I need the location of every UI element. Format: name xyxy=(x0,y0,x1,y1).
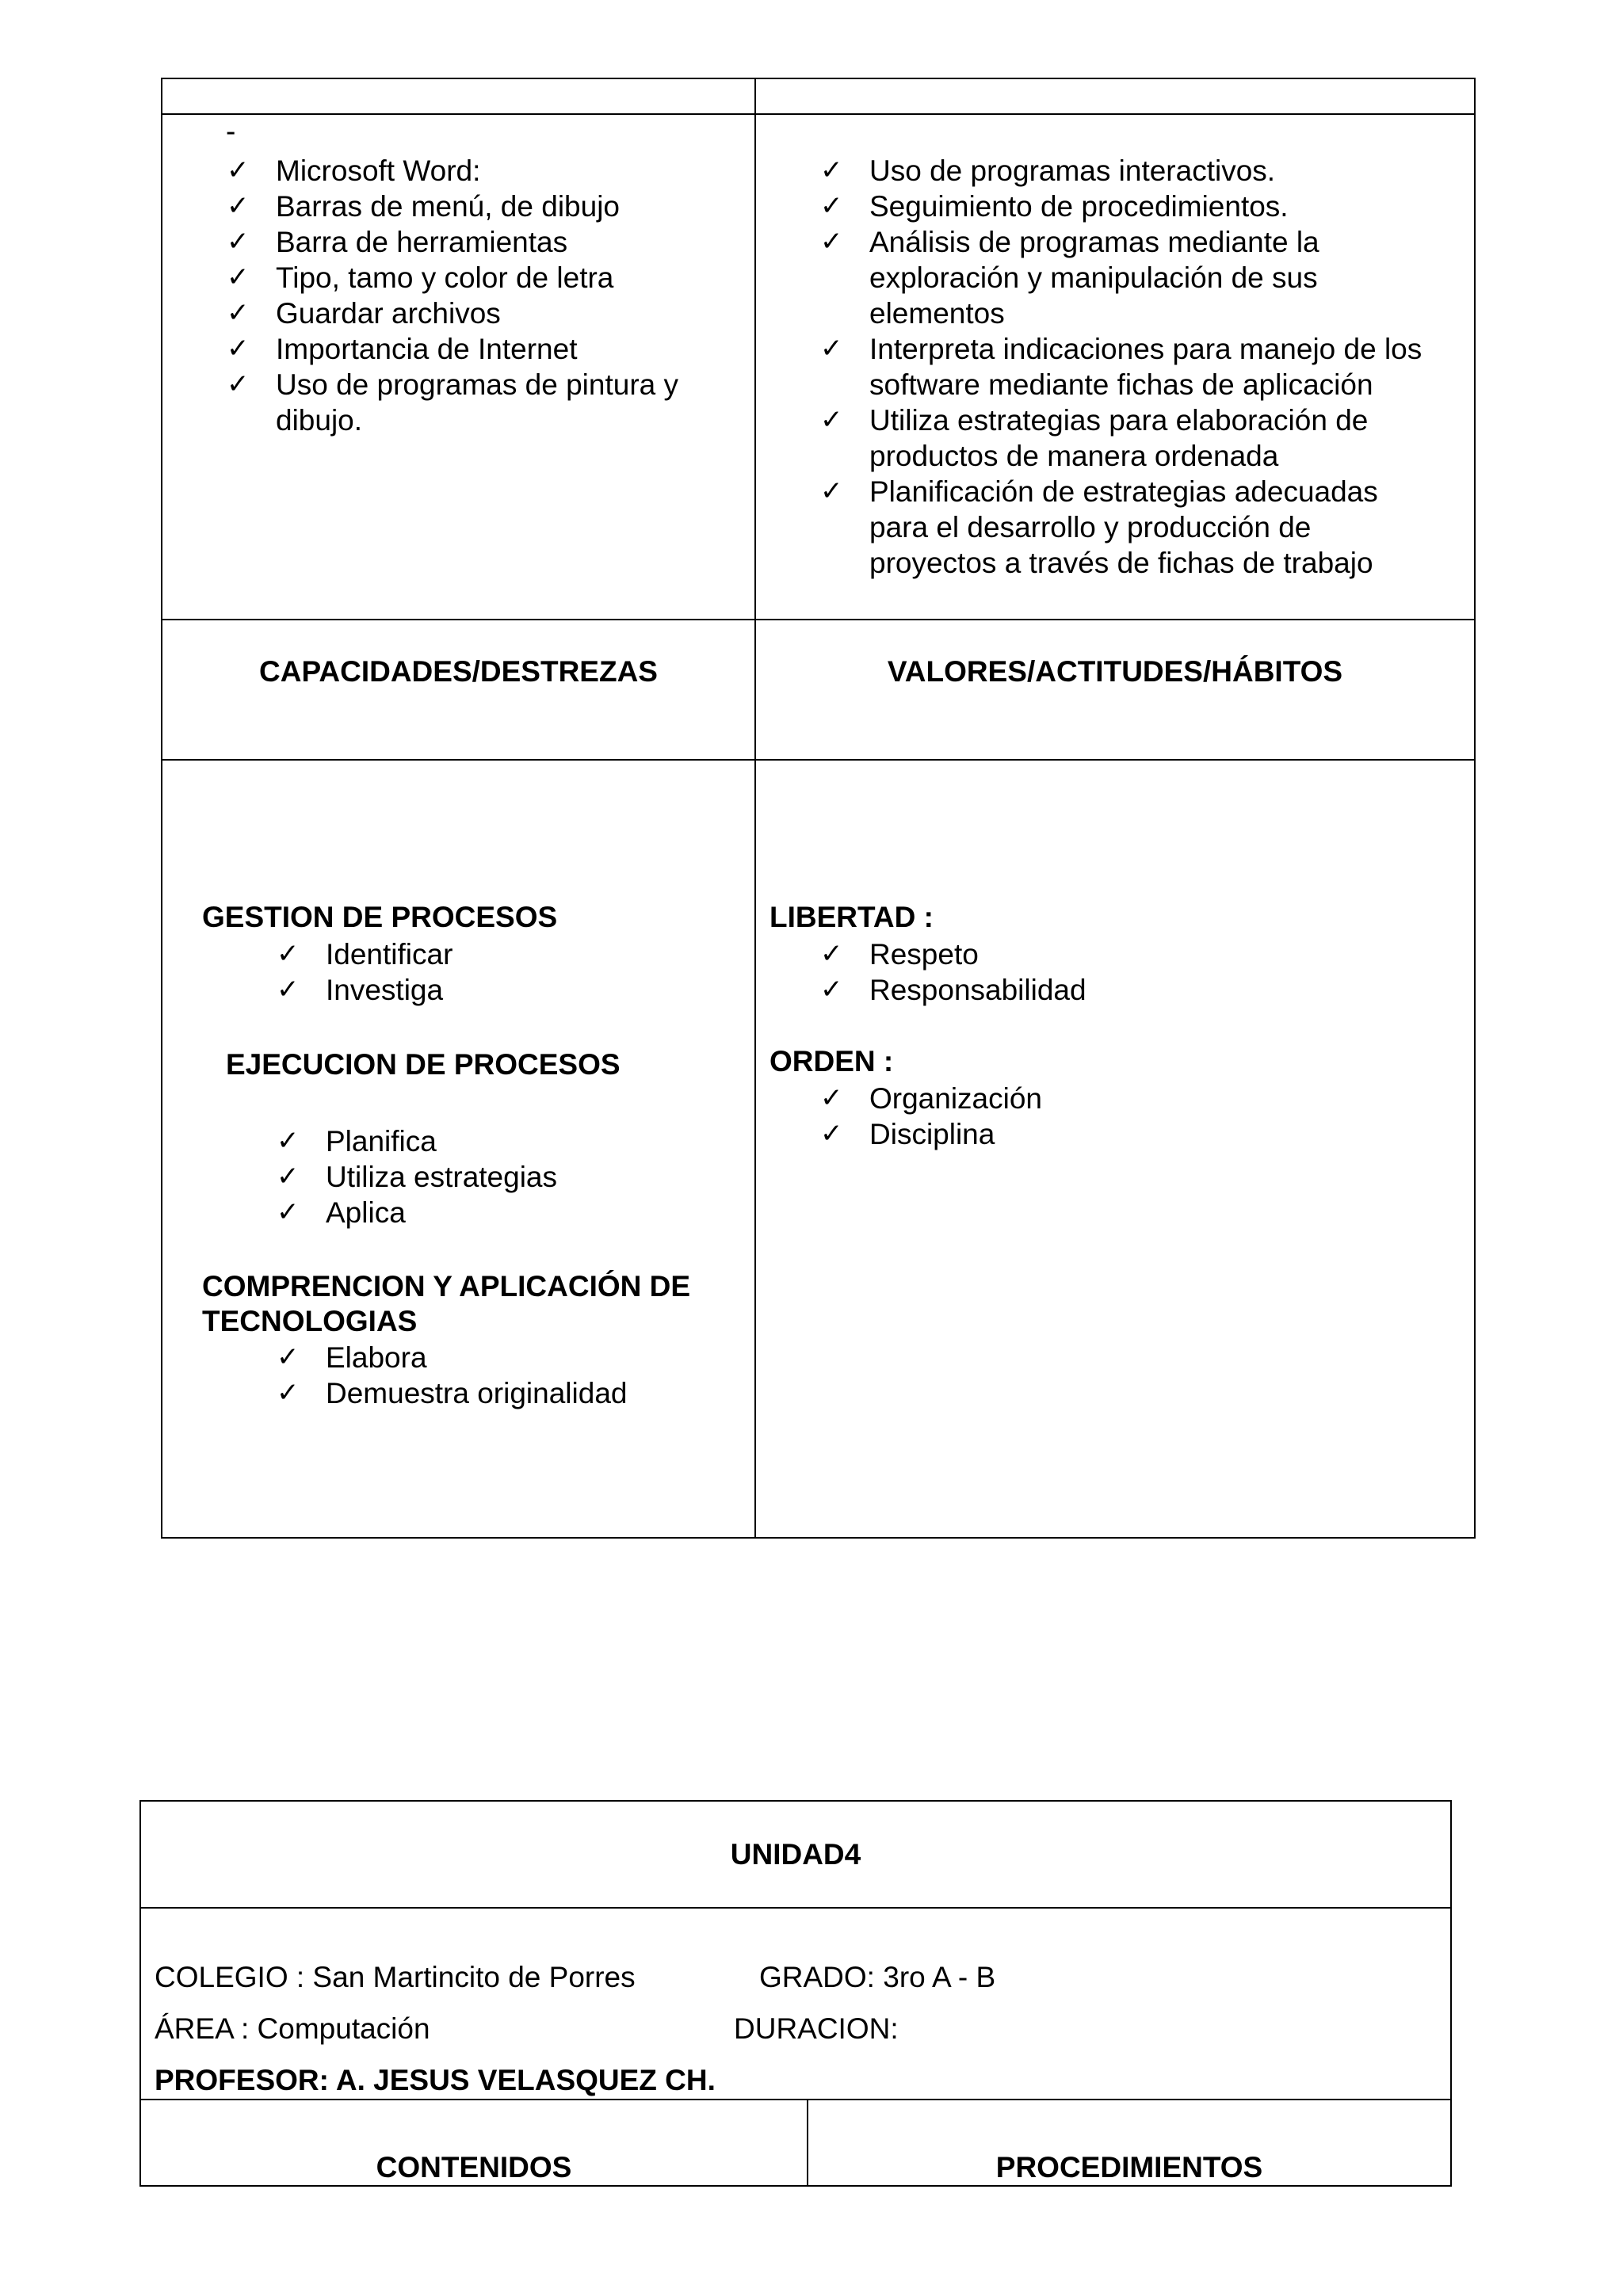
capacity-group-title: GESTION DE PROCESOS xyxy=(202,901,558,933)
list-item-text: Utiliza estrategias para elaboración de xyxy=(869,404,1369,437)
list-item xyxy=(227,367,734,438)
area-field: ÁREA : Computación xyxy=(155,2012,430,2045)
checkmark-icon: ✓ xyxy=(820,1118,843,1150)
checkmark-icon: ✓ xyxy=(277,1161,300,1192)
values-header: VALORES/ACTITUDES/HÁBITOS xyxy=(887,655,1343,688)
list-item xyxy=(820,224,1470,331)
table-border-top xyxy=(139,1800,1452,1802)
list-item xyxy=(820,331,1470,402)
list-item xyxy=(277,972,453,1008)
capacity-group-checklist xyxy=(277,936,453,1008)
list-item xyxy=(820,402,1470,474)
list-item xyxy=(820,1116,1042,1152)
list-item xyxy=(277,1340,627,1375)
table-border-left xyxy=(161,78,162,1539)
checkmark-icon: ✓ xyxy=(227,154,250,186)
list-item-text: Elabora xyxy=(326,1341,427,1374)
list-item-text: Investiga xyxy=(326,974,444,1006)
checkmark-icon: ✓ xyxy=(820,938,843,970)
capacities-header: CAPACIDADES/DESTREZAS xyxy=(259,655,658,688)
checkmark-icon: ✓ xyxy=(820,1082,843,1114)
list-item-text: Interpreta indicaciones para manejo de los xyxy=(869,333,1423,365)
checkmark-icon: ✓ xyxy=(820,154,843,186)
checkmark-icon: ✓ xyxy=(227,297,250,329)
procedures-header: PROCEDIMIENTOS xyxy=(995,2151,1263,2183)
list-item xyxy=(227,296,734,331)
list-item xyxy=(277,936,453,972)
list-item-text: Utiliza estrategias xyxy=(326,1161,558,1193)
checkmark-icon: ✓ xyxy=(820,190,843,222)
list-item-text: Importancia de Internet xyxy=(276,333,578,365)
list-item-text: proyectos a través de fichas de trabajo xyxy=(869,547,1373,579)
list-item-text: Planifica xyxy=(326,1125,437,1158)
list-item xyxy=(227,153,734,189)
table-row-divider xyxy=(139,1907,1452,1909)
value-group-checklist xyxy=(820,1081,1042,1152)
list-item xyxy=(277,1195,557,1230)
contents-header: CONTENIDOS xyxy=(376,2151,572,2183)
capacity-group-checklist xyxy=(277,1340,627,1411)
list-item xyxy=(820,1081,1042,1116)
list-item-text: Identificar xyxy=(326,938,453,971)
checkmark-icon: ✓ xyxy=(227,368,250,400)
list-item-text: Planificación de estrategias adecuadas xyxy=(869,475,1378,508)
list-item-text: Respeto xyxy=(869,938,979,971)
list-item-text: Aplica xyxy=(326,1196,406,1229)
duration-field: DURACION: xyxy=(734,2012,899,2045)
checkmark-icon: ✓ xyxy=(277,974,300,1005)
list-item xyxy=(277,1375,627,1411)
list-item-text: Barra de herramientas xyxy=(276,226,568,258)
list-item xyxy=(227,331,734,367)
checkmark-icon: ✓ xyxy=(227,190,250,222)
table-row-divider xyxy=(139,2099,1452,2100)
list-item-text: Seguimiento de procedimientos. xyxy=(869,190,1289,223)
list-item-text: Responsabilidad xyxy=(869,974,1086,1006)
list-item-text: Uso de programas de pintura y xyxy=(276,368,678,401)
list-item-text: productos de manera ordenada xyxy=(869,440,1279,472)
list-item xyxy=(820,474,1470,581)
contents-checklist xyxy=(227,153,734,438)
list-item xyxy=(277,1159,557,1195)
list-item xyxy=(277,1123,557,1159)
list-item-text: elementos xyxy=(869,297,1005,330)
list-item-text: Barras de menú, de dibujo xyxy=(276,190,620,223)
list-item-text: Disciplina xyxy=(869,1118,995,1150)
table-header-divider xyxy=(161,113,1476,115)
value-group-title: ORDEN : xyxy=(769,1045,894,1077)
list-item-text: exploración y manipulación de sus xyxy=(869,261,1318,294)
unit-title: UNIDAD4 xyxy=(730,1838,861,1871)
checkmark-icon: ✓ xyxy=(277,1196,300,1228)
checkmark-icon: ✓ xyxy=(277,1377,300,1409)
table-row-divider xyxy=(161,619,1476,620)
checkmark-icon: ✓ xyxy=(227,226,250,257)
dash-marker: - xyxy=(226,115,236,147)
procedures-checklist xyxy=(820,153,1470,581)
list-item-text: software mediante fichas de aplicación xyxy=(869,368,1373,401)
list-item xyxy=(227,260,734,296)
capacity-group-title: COMPRENCION Y APLICACIÓN DE xyxy=(202,1270,691,1302)
table-border-bottom xyxy=(161,1537,1476,1539)
value-group-checklist xyxy=(820,936,1086,1008)
checkmark-icon: ✓ xyxy=(227,333,250,364)
table-row-divider xyxy=(161,759,1476,761)
list-item xyxy=(820,153,1470,189)
capacity-group-title: EJECUCION DE PROCESOS xyxy=(226,1048,621,1081)
table-border-right xyxy=(1474,78,1476,1539)
checkmark-icon: ✓ xyxy=(820,475,843,507)
checkmark-icon: ✓ xyxy=(227,261,250,293)
checkmark-icon: ✓ xyxy=(820,404,843,436)
list-item xyxy=(227,189,734,224)
table-border-right xyxy=(1450,1800,1452,2187)
list-item-text: Microsoft Word: xyxy=(276,154,481,187)
list-item-text: Tipo, tamo y color de letra xyxy=(276,261,614,294)
list-item-text: para el desarrollo y producción de xyxy=(869,511,1312,543)
list-item-text: Análisis de programas mediante la xyxy=(869,226,1319,258)
capacity-group-checklist xyxy=(277,1123,557,1230)
list-item-text: dibujo. xyxy=(276,404,363,437)
list-item-text: Uso de programas interactivos. xyxy=(869,154,1276,187)
table-border-bottom xyxy=(139,2185,1452,2187)
checkmark-icon: ✓ xyxy=(277,938,300,970)
checkmark-icon: ✓ xyxy=(277,1125,300,1157)
list-item xyxy=(227,224,734,260)
list-item-text: Guardar archivos xyxy=(276,297,501,330)
list-item-text: Demuestra originalidad xyxy=(326,1377,628,1409)
checkmark-icon: ✓ xyxy=(820,333,843,364)
value-group-title: LIBERTAD : xyxy=(769,901,934,933)
teacher-field: PROFESOR: A. JESUS VELASQUEZ CH. xyxy=(155,2064,716,2096)
table-column-divider xyxy=(754,78,756,1539)
capacity-group-title: TECNOLOGIAS xyxy=(202,1305,418,1337)
school-field: COLEGIO : San Martincito de Porres xyxy=(155,1961,636,1993)
table-border-top xyxy=(161,78,1476,79)
list-item xyxy=(820,189,1470,224)
list-item-text: Organización xyxy=(869,1082,1043,1115)
checkmark-icon: ✓ xyxy=(277,1341,300,1373)
list-item xyxy=(820,936,1086,972)
grade-field: GRADO: 3ro A - B xyxy=(759,1961,996,1993)
checkmark-icon: ✓ xyxy=(820,226,843,257)
list-item xyxy=(820,972,1086,1008)
checkmark-icon: ✓ xyxy=(820,974,843,1005)
